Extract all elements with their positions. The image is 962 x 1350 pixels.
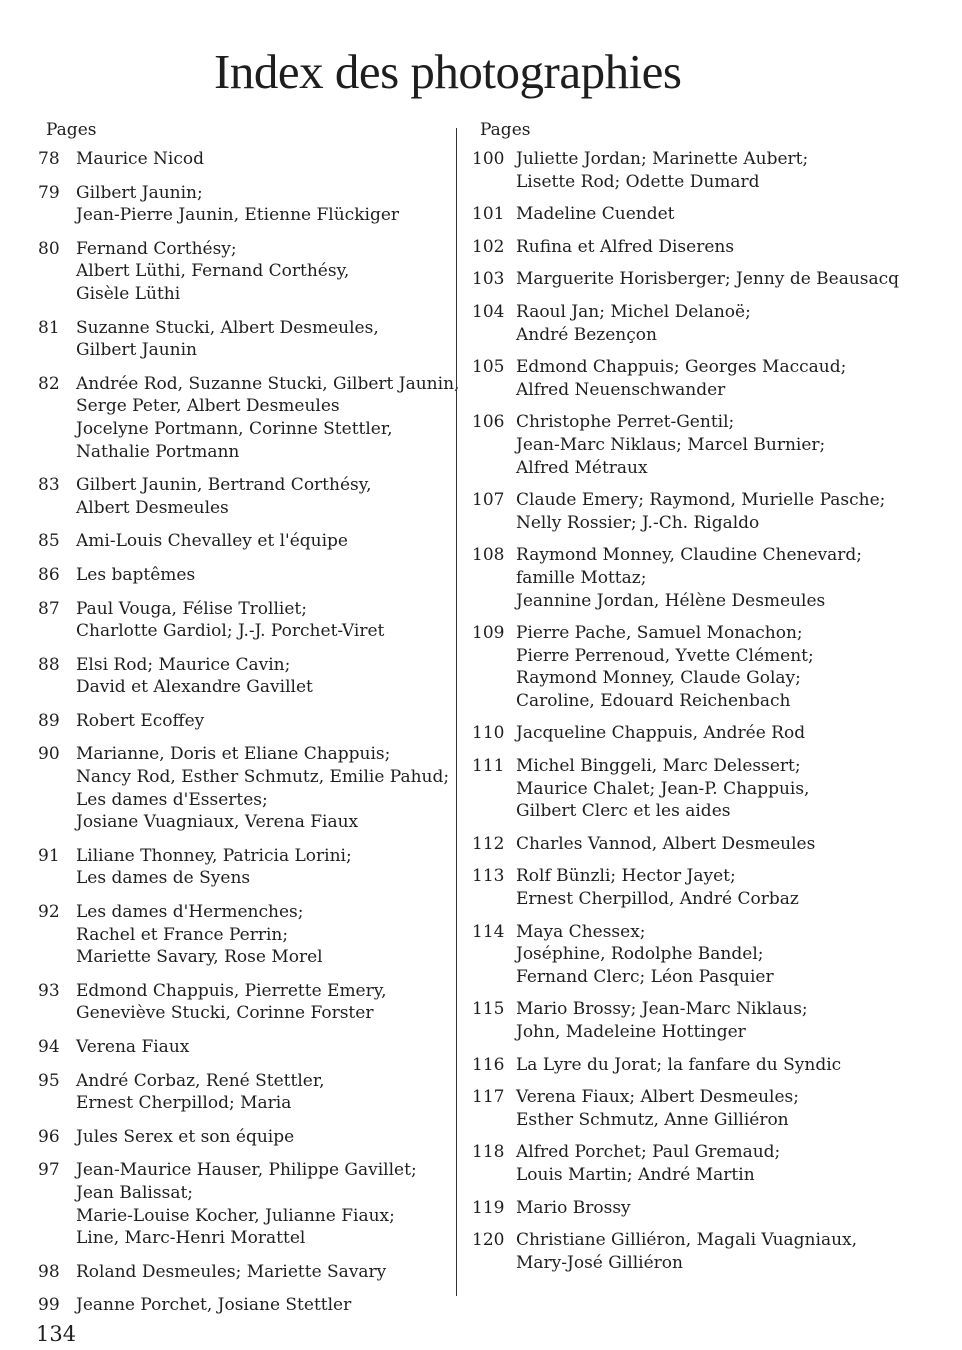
entry-page-number: 94 [38, 1037, 60, 1057]
entry-line: Robert Ecoffey [76, 710, 205, 731]
entry-line: Marie-Louise Kocher, Julianne Fiaux; [76, 1205, 395, 1226]
entry-line: Andrée Rod, Suzanne Stucki, Gilbert Jaunin, [76, 373, 460, 394]
index-entry [38, 980, 448, 1025]
entry-names [76, 1261, 448, 1284]
entry-line: Charles Vannod, Albert Desmeules [516, 833, 816, 854]
entry-page-number: 85 [38, 531, 60, 552]
index-entry [38, 845, 448, 890]
entry-line: Jean-Pierre Jaunin, Etienne Flückiger [76, 205, 400, 226]
entry-page-number: 103 [472, 269, 505, 290]
index-entry [38, 373, 460, 463]
page-title: Index des photographies [214, 44, 682, 99]
index-entry [38, 901, 448, 969]
entry-names [76, 980, 448, 1025]
entry-line: Suzanne Stucki, Albert Desmeules, [76, 317, 379, 338]
entry-line: John, Madeleine Hottinger [516, 1022, 746, 1042]
entry-line: Christophe Perret-Gentil; [516, 412, 735, 433]
entry-line: Claude Emery; Raymond, Murielle Pasche; [516, 490, 886, 511]
index-entry [472, 148, 922, 193]
entry-page-number: 102 [472, 236, 505, 257]
entry-line: Gilbert Jaunin, Bertrand Corthésy, [76, 475, 372, 496]
entry-line: Maurice Chalet; Jean-P. Chappuis, [516, 778, 810, 799]
entry-line: Nelly Rossier; J.-Ch. Rigaldo [516, 512, 760, 533]
entry-names [516, 203, 922, 226]
entry-names [76, 182, 448, 227]
entry-line: Raoul Jan; Michel Delanoë; [516, 301, 751, 322]
index-entry [38, 474, 448, 519]
entry-page-number: 119 [472, 1197, 505, 1218]
entry-line: Line, Marc-Henri Morattel [76, 1228, 306, 1249]
entry-line: Pierre Pache, Samuel Monachon; [516, 623, 803, 644]
entry-line: Liliane Thonney, Patricia Lorini; [76, 845, 352, 866]
entry-line: Geneviève Stucki, Corinne Forster [76, 1003, 374, 1024]
index-entry [38, 1159, 448, 1249]
entry-page-number: 104 [472, 301, 505, 322]
entry-page-number: 95 [38, 1070, 60, 1091]
entry-line: Alfred Porchet; Paul Gremaud; [516, 1142, 781, 1163]
entry-page-number: 83 [38, 475, 60, 496]
index-entry [38, 1036, 448, 1059]
entry-names [516, 1141, 922, 1186]
entry-names [516, 236, 922, 259]
entry-page-number: 81 [38, 317, 60, 338]
entry-names [76, 901, 448, 969]
index-entry [38, 1261, 448, 1284]
index-entry [472, 722, 922, 745]
column-divider [456, 128, 457, 1296]
entry-line: Albert Lüthi, Fernand Corthésy, [76, 261, 350, 282]
index-entry [472, 1086, 922, 1131]
entry-names [76, 598, 448, 643]
index-entry [472, 301, 922, 346]
entry-line: Edmond Chappuis; Georges Maccaud; [516, 357, 847, 378]
entry-names [76, 1036, 448, 1059]
entry-line: Raymond Monney, Claude Golay; [516, 668, 801, 689]
entry-line: Louis Martin; André Martin [516, 1164, 755, 1185]
entry-line: Mario Brossy; Jean-Marc Niklaus; [516, 999, 808, 1020]
entry-page-number: 107 [472, 490, 505, 511]
entry-page-number: 86 [38, 564, 60, 585]
entry-line: Rufina et Alfred Diserens [516, 236, 735, 257]
index-entry [472, 755, 922, 823]
entry-page-number: 112 [472, 833, 505, 854]
entry-line: Gilbert Jaunin [76, 340, 197, 361]
entry-line: Edmond Chappuis, Pierrette Emery, [76, 980, 387, 1001]
column-header: Pages [480, 120, 531, 140]
entry-page-number: 96 [38, 1126, 60, 1147]
entry-page-number: 105 [472, 357, 505, 378]
entry-page-number: 118 [472, 1142, 505, 1163]
page-number: 134 [36, 1322, 77, 1346]
entry-names [516, 921, 922, 989]
index-entry [38, 1126, 448, 1149]
entry-line: Ernest Cherpillod, André Corbaz [516, 889, 799, 910]
index-entry [38, 564, 448, 587]
entry-names [516, 268, 922, 291]
entry-line: Alfred Métraux [516, 457, 648, 478]
entry-line: Verena Fiaux [76, 1037, 190, 1057]
entry-line: Ernest Cherpillod; Maria [76, 1093, 292, 1114]
entry-names [516, 489, 922, 534]
column-header: Pages [46, 120, 97, 140]
index-column-right [472, 118, 922, 1274]
entry-line: Marianne, Doris et Eliane Chappuis; [76, 744, 391, 765]
entry-line: Les dames d'Hermenches; [76, 902, 304, 923]
index-entry [472, 1054, 922, 1077]
entry-page-number: 113 [472, 866, 505, 887]
entry-line: Mariette Savary, Rose Morel [76, 947, 323, 968]
entry-page-number: 97 [38, 1160, 60, 1181]
entry-names [516, 1054, 922, 1077]
entry-line: Les dames de Syens [76, 868, 251, 889]
index-entry [472, 622, 922, 712]
entry-line: Josiane Vuagniaux, Verena Fiaux [76, 812, 359, 833]
entry-page-number: 111 [472, 756, 505, 777]
index-entry [472, 921, 922, 989]
entry-page-number: 116 [472, 1054, 505, 1075]
entry-line: Elsi Rod; Maurice Cavin; [76, 654, 291, 675]
entry-page-number: 87 [38, 598, 60, 619]
entry-line: Rolf Bünzli; Hector Jayet; [516, 866, 736, 887]
entry-line: Raymond Monney, Claudine Chenevard; [516, 545, 863, 566]
entry-line: Nathalie Portmann [76, 441, 240, 462]
entry-names [76, 845, 448, 890]
entry-list [38, 148, 460, 1317]
index-entry [38, 1070, 448, 1115]
entry-names [516, 998, 922, 1043]
entry-names [516, 1229, 922, 1274]
entry-line: Gilbert Clerc et les aides [516, 801, 731, 822]
entry-line: Juliette Jordan; Marinette Aubert; [516, 149, 809, 169]
index-entry [38, 743, 448, 833]
entry-line: Maurice Nicod [76, 149, 204, 169]
entry-page-number: 100 [472, 149, 505, 169]
index-entry [38, 182, 448, 227]
index-entry [38, 1294, 448, 1317]
index-entry [38, 654, 448, 699]
entry-line: Mary-José Gilliéron [516, 1252, 683, 1273]
entry-line: Pierre Perrenoud, Yvette Clément; [516, 645, 814, 666]
index-entry [472, 1197, 922, 1220]
entry-page-number: 110 [472, 723, 505, 744]
entry-line: Les dames d'Essertes; [76, 789, 268, 810]
index-entry [472, 411, 922, 479]
entry-page-number: 98 [38, 1261, 60, 1282]
entry-line: David et Alexandre Gavillet [76, 677, 313, 698]
entry-names [516, 148, 922, 193]
entry-page-number: 115 [472, 999, 505, 1020]
entry-line: Madeline Cuendet [516, 204, 675, 225]
entry-names [516, 1086, 922, 1131]
index-entry [38, 148, 448, 171]
entry-line: Jeanne Porchet, Josiane Stettler [76, 1295, 352, 1316]
entry-names [516, 622, 922, 712]
entry-line: Marguerite Horisberger; Jenny de Beausacq [516, 269, 900, 290]
entry-names [76, 654, 448, 699]
entry-names [76, 1126, 448, 1149]
entry-names [516, 301, 922, 346]
entry-names [76, 710, 448, 733]
entry-line: Joséphine, Rodolphe Bandel; [516, 944, 764, 965]
entry-names [516, 544, 922, 612]
entry-line: Christiane Gilliéron, Magali Vuagniaux, [516, 1230, 858, 1251]
entry-line: Roland Desmeules; Mariette Savary [76, 1261, 387, 1282]
entry-line: Jeannine Jordan, Hélène Desmeules [516, 590, 826, 611]
entry-line: famille Mottaz; [516, 567, 647, 588]
entry-names [516, 865, 922, 910]
entry-names [76, 474, 448, 519]
entry-names [76, 564, 448, 587]
entry-page-number: 108 [472, 545, 505, 566]
entry-page-number: 99 [38, 1295, 60, 1316]
index-entry [38, 710, 448, 733]
entry-names [76, 373, 459, 463]
entry-names [76, 148, 448, 171]
entry-names [76, 1070, 448, 1115]
entry-names [76, 743, 449, 833]
entry-names [76, 530, 448, 553]
entry-page-number: 93 [38, 980, 60, 1001]
entry-line: Michel Binggeli, Marc Delessert; [516, 756, 801, 777]
entry-line: Caroline, Edouard Reichenbach [516, 690, 791, 711]
entry-page-number: 79 [38, 182, 60, 203]
entry-page-number: 109 [472, 623, 505, 644]
entry-names [516, 722, 922, 745]
index-entry [472, 1141, 922, 1186]
entry-page-number: 120 [472, 1230, 505, 1251]
entry-page-number: 80 [38, 238, 60, 259]
index-entry [472, 203, 922, 226]
entry-line: Jean Balissat; [76, 1182, 194, 1203]
entry-page-number: 117 [472, 1087, 505, 1108]
entry-line: Nancy Rod, Esther Schmutz, Emilie Pahud; [76, 767, 450, 788]
entry-line: Verena Fiaux; Albert Desmeules; [516, 1087, 799, 1108]
index-column-left [38, 118, 460, 1317]
index-entry [38, 530, 448, 553]
index-entry [472, 544, 922, 612]
entry-line: La Lyre du Jorat; la fanfare du Syndic [516, 1054, 842, 1075]
entry-line: Jean-Maurice Hauser, Philippe Gavillet; [76, 1160, 417, 1181]
index-entry [472, 489, 922, 534]
index-entry [38, 598, 448, 643]
entry-names [76, 238, 448, 306]
entry-line: Albert Desmeules [76, 497, 229, 518]
entry-line: Gilbert Jaunin; [76, 182, 203, 203]
index-entry [472, 356, 922, 401]
entry-page-number: 82 [38, 373, 60, 394]
entry-names [516, 1197, 922, 1220]
entry-line: Maya Chessex; [516, 921, 646, 942]
entry-line: Serge Peter, Albert Desmeules [76, 396, 340, 417]
entry-page-number: 89 [38, 710, 60, 731]
entry-page-number: 92 [38, 902, 60, 923]
entry-names [516, 411, 922, 479]
entry-page-number: 91 [38, 845, 60, 866]
index-entry [472, 268, 922, 291]
entry-line: Rachel et France Perrin; [76, 924, 289, 945]
index-entry [38, 238, 448, 306]
index-entry [472, 236, 922, 259]
entry-page-number: 101 [472, 204, 505, 225]
index-entry [472, 1229, 922, 1274]
entry-line: André Bezençon [516, 324, 657, 345]
entry-line: Gisèle Lüthi [76, 283, 181, 304]
index-entry [472, 865, 922, 910]
entry-names [76, 1294, 448, 1317]
entry-line: Jean-Marc Niklaus; Marcel Burnier; [516, 434, 826, 455]
entry-line: Jacqueline Chappuis, Andrée Rod [516, 723, 806, 744]
index-entry [472, 998, 922, 1043]
entry-line: André Corbaz, René Stettler, [76, 1070, 325, 1091]
entry-names [76, 317, 448, 362]
index-entry [472, 833, 922, 856]
entry-line: Fernand Corthésy; [76, 238, 237, 259]
entry-names [516, 833, 922, 856]
entry-names [76, 1159, 448, 1249]
entry-names [516, 356, 922, 401]
entry-names [516, 755, 922, 823]
index-entry [38, 317, 448, 362]
entry-line: Mario Brossy [516, 1197, 631, 1218]
entry-page-number: 106 [472, 412, 505, 433]
entry-page-number: 88 [38, 654, 60, 675]
entry-line: Fernand Clerc; Léon Pasquier [516, 966, 774, 987]
entry-list [472, 148, 922, 1274]
entry-line: Les baptêmes [76, 564, 196, 585]
entry-line: Esther Schmutz, Anne Gilliéron [516, 1109, 789, 1130]
entry-line: Jocelyne Portmann, Corinne Stettler, [76, 418, 393, 439]
entry-page-number: 78 [38, 149, 60, 169]
entry-line: Ami-Louis Chevalley et l'équipe [76, 531, 348, 552]
entry-line: Alfred Neuenschwander [516, 379, 726, 400]
entry-page-number: 114 [472, 921, 505, 942]
entry-line: Lisette Rod; Odette Dumard [516, 171, 760, 192]
entry-page-number: 90 [38, 744, 60, 765]
entry-line: Charlotte Gardiol; J.-J. Porchet-Viret [76, 621, 385, 642]
entry-line: Jules Serex et son équipe [76, 1126, 295, 1147]
entry-line: Paul Vouga, Félise Trolliet; [76, 598, 307, 619]
